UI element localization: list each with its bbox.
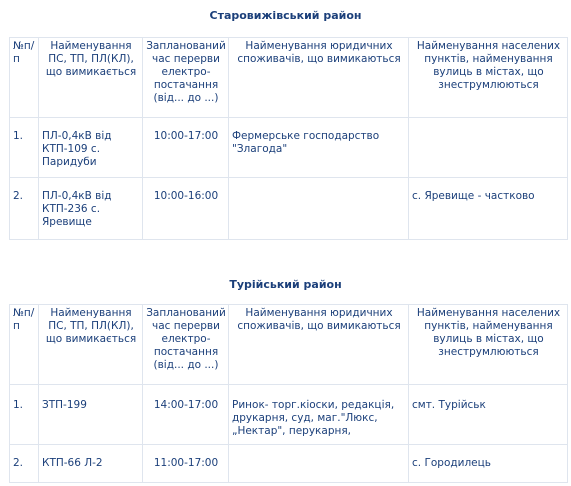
header-places: Найменування населених пунктів, найменування вулиць в містах, що знеструмлюються <box>409 305 568 385</box>
header-object: Найменування ПС, ТП, ПЛ(КЛ), що вимикається <box>39 38 143 118</box>
row-places: с. Городилець <box>409 445 568 483</box>
row-consumers <box>229 445 409 483</box>
row-number: 2. <box>10 445 39 483</box>
row-places <box>409 118 568 178</box>
table-header-row <box>10 38 568 118</box>
row-number: 1. <box>10 118 39 178</box>
header-time: Запланований час перерви електро-постачання (від... до ...) <box>143 305 229 385</box>
row-time: 10:00-17:00 <box>143 118 229 178</box>
row-object: КТП-66 Л-2 <box>39 445 143 483</box>
section-title-turiiskyi: Турійський район <box>229 278 342 291</box>
row-places: с. Яревище - частково <box>409 178 568 240</box>
header-number: №п/п <box>10 38 39 118</box>
header-consumers: Найменування юридичних споживачів, що вимикаються <box>229 305 409 385</box>
row-places: смт. Турійськ <box>409 385 568 445</box>
table-row <box>10 118 568 178</box>
row-number: 1. <box>10 385 39 445</box>
row-object: ЗТП-199 <box>39 385 143 445</box>
section-title-staroyvyzhivskyi: Старовижівський район <box>209 9 362 22</box>
header-object: Найменування ПС, ТП, ПЛ(КЛ), що вимикається <box>39 305 143 385</box>
outage-table-turiiskyi <box>9 304 568 483</box>
header-number: №п/п <box>10 305 39 385</box>
row-time: 10:00-16:00 <box>143 178 229 240</box>
table-row <box>10 445 568 483</box>
row-time: 11:00-17:00 <box>143 445 229 483</box>
row-consumers: Ринок- торг.кіоски, редакція, друкарня, суд, маг."Люкс, „Нектар", перукарня, <box>229 385 409 445</box>
header-time: Запланований час перерви електро-постачання (від... до ...) <box>143 38 229 118</box>
row-time: 14:00-17:00 <box>143 385 229 445</box>
row-number: 2. <box>10 178 39 240</box>
outage-table-staroyvyzhivskyi <box>9 37 568 240</box>
table-header-row <box>10 305 568 385</box>
table-row <box>10 178 568 240</box>
header-consumers: Найменування юридичних споживачів, що вимикаються <box>229 38 409 118</box>
table-row <box>10 385 568 445</box>
row-consumers: Фермерське господарство "Злагода" <box>229 118 409 178</box>
row-object: ПЛ-0,4кВ від КТП-236 с. Яревище <box>39 178 143 240</box>
row-consumers <box>229 178 409 240</box>
row-object: ПЛ-0,4кВ від КТП-109 с. Паридуби <box>39 118 143 178</box>
header-places: Найменування населених пунктів, найменування вулиць в містах, що знеструмлюються <box>409 38 568 118</box>
